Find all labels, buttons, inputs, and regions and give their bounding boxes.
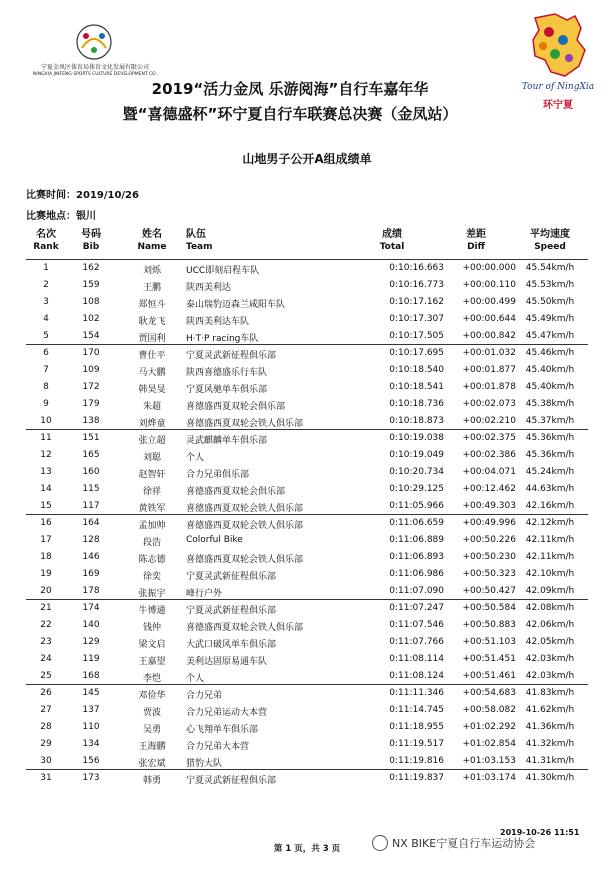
cell-rank: 9	[43, 399, 49, 409]
cell-bib: 128	[82, 535, 100, 545]
race-place-value: 银川	[76, 211, 96, 222]
cell-diff: +00:00.110	[462, 280, 516, 290]
cell-rank: 3	[43, 297, 49, 307]
cell-name: 吴勇	[142, 725, 161, 735]
cell-team: 心飞翔单车俱乐部	[186, 725, 259, 735]
table-row	[26, 617, 588, 634]
cell-name: 刘烨童	[138, 419, 166, 429]
cell-diff: +00:04.071	[462, 467, 516, 477]
cell-name: 王嘉望	[138, 657, 166, 667]
print-timestamp: 2019-10-26 11:51	[500, 828, 580, 837]
table-row	[26, 566, 588, 583]
cell-rank: 15	[40, 501, 52, 511]
tour-emblem-icon	[515, 10, 601, 82]
col-bib: 号码	[81, 229, 101, 240]
cell-team: 陕西美利达	[186, 283, 232, 293]
cell-bib: 154	[82, 331, 100, 341]
cell-rank: 11	[40, 433, 52, 443]
cell-rank: 5	[43, 331, 49, 341]
cell-name: 李恺	[142, 674, 161, 684]
cell-rank: 30	[40, 756, 52, 766]
cell-diff: +00:51.461	[462, 671, 516, 681]
watermark-text: NX BIKE宁夏自行车运动协会	[392, 837, 536, 850]
col-result: 成绩	[382, 229, 402, 240]
race-place-label: 比赛地点：	[26, 211, 76, 222]
table-row	[26, 413, 588, 430]
cell-speed: 45.24km/h	[525, 467, 575, 477]
cell-bib: 156	[82, 756, 100, 766]
cell-speed: 45.38km/h	[525, 399, 575, 409]
race-date-value: 2019/10/26	[76, 190, 139, 201]
cell-team: 合力兄弟运动大本营	[186, 708, 268, 718]
cell-result: 0:10:18.541	[389, 382, 444, 392]
cell-result: 0:10:17.505	[389, 331, 444, 341]
cell-bib: 174	[82, 603, 100, 613]
cell-speed: 42.11km/h	[525, 535, 575, 545]
table-row	[26, 736, 588, 753]
cell-result: 0:11:07.090	[389, 586, 444, 596]
cell-speed: 41.36km/h	[525, 722, 575, 732]
cell-diff: +00:58.082	[462, 705, 516, 715]
cell-bib: 110	[82, 722, 100, 732]
tour-cn-name: 环宁夏	[543, 100, 573, 111]
cell-name: 张宏斌	[138, 759, 166, 769]
cell-bib: 129	[82, 637, 100, 647]
cell-result: 0:10:16.773	[389, 280, 444, 290]
cell-speed: 41.62km/h	[525, 705, 575, 715]
cell-bib: 160	[82, 467, 100, 477]
table-row	[26, 600, 588, 617]
cell-speed: 44.63km/h	[525, 484, 575, 494]
cell-diff: +00:49.303	[462, 501, 516, 511]
cell-result: 0:11:19.837	[389, 773, 444, 783]
table-row	[26, 668, 588, 685]
cell-rank: 14	[40, 484, 52, 494]
cell-diff: +00:12.462	[462, 484, 516, 494]
cell-speed: 45.50km/h	[525, 297, 575, 307]
cell-bib: 115	[82, 484, 100, 494]
cell-speed: 45.36km/h	[525, 433, 575, 443]
cell-name: 赵智轩	[138, 470, 166, 480]
cell-speed: 42.08km/h	[525, 603, 575, 613]
cell-bib: 119	[82, 654, 100, 664]
table-row	[26, 532, 588, 549]
cell-bib: 108	[82, 297, 100, 307]
cell-bib: 138	[82, 416, 100, 426]
cell-bib: 164	[82, 518, 100, 528]
cell-diff: +01:03.153	[462, 756, 516, 766]
cell-name: 耿龙飞	[138, 317, 166, 327]
table-row	[26, 549, 588, 566]
table-row	[26, 498, 588, 515]
col-name: 姓名	[142, 229, 162, 240]
cell-rank: 29	[40, 739, 52, 749]
cell-bib: 140	[82, 620, 100, 630]
cell-rank: 10	[40, 416, 52, 426]
cell-team: 喜德盛西夏双轮会铁人俱乐部	[186, 623, 304, 633]
cell-speed: 45.47km/h	[525, 331, 575, 341]
cell-name: 梁文启	[138, 640, 166, 650]
cell-name: 钱仲	[142, 623, 161, 633]
cell-bib: 162	[82, 263, 100, 273]
cell-bib: 168	[82, 671, 100, 681]
cell-diff: +00:00.842	[462, 331, 516, 341]
cell-team: 喜德盛西夏双轮会铁人俱乐部	[186, 521, 304, 531]
cell-team: 陕西美利达车队	[186, 317, 250, 327]
cell-bib: 178	[82, 586, 100, 596]
cell-speed: 45.53km/h	[525, 280, 575, 290]
organizer-name: 宁夏金凤区体育局体育文化发展有限公司	[40, 64, 149, 71]
cell-name: 段浩	[142, 538, 161, 548]
col-speed: 平均速度	[530, 229, 570, 240]
cell-result: 0:11:06.659	[389, 518, 444, 528]
cell-diff: +00:54.683	[462, 688, 516, 698]
cell-rank: 19	[40, 569, 52, 579]
cell-team: 合力兄弟大本营	[186, 742, 250, 752]
cell-diff: +00:50.883	[462, 620, 516, 630]
cell-bib: 173	[82, 773, 100, 783]
table-row	[26, 277, 588, 294]
cell-rank: 8	[43, 382, 49, 392]
table-row	[26, 328, 588, 345]
main-title: 2019“活力金凤 乐游阅海”自行车嘉年华	[151, 80, 429, 98]
cell-result: 0:11:19.517	[389, 739, 444, 749]
cell-bib: 145	[82, 688, 100, 698]
cell-result: 0:10:18.540	[389, 365, 444, 375]
cell-speed: 45.49km/h	[525, 314, 575, 324]
cell-diff: +00:51.451	[462, 654, 516, 664]
table-row	[26, 396, 588, 413]
cell-result: 0:10:20.734	[389, 467, 444, 477]
cell-bib: 159	[82, 280, 100, 290]
cell-rank: 6	[43, 348, 49, 358]
table-row	[26, 447, 588, 464]
cell-result: 0:11:06.986	[389, 569, 444, 579]
col-rank: 名次	[36, 229, 56, 240]
cell-bib: 179	[82, 399, 100, 409]
cell-diff: +00:02.375	[462, 433, 516, 443]
cell-name: 韩昊旻	[138, 385, 166, 395]
table-row	[26, 515, 588, 532]
organizer-emblem-icon	[72, 22, 116, 62]
cell-bib: 134	[82, 739, 100, 749]
cell-bib: 102	[82, 314, 100, 324]
table-row	[26, 362, 588, 379]
cell-team: H·T·P racing车队	[186, 334, 259, 344]
cell-name: 张立超	[138, 436, 166, 446]
col-team: 队伍	[186, 229, 206, 240]
cell-rank: 22	[40, 620, 52, 630]
cell-diff: +00:50.226	[462, 535, 516, 545]
cell-bib: 146	[82, 552, 100, 562]
cell-result: 0:10:17.307	[389, 314, 444, 324]
cell-name: 郑恒斗	[138, 300, 166, 310]
cell-name: 张振宇	[138, 589, 166, 599]
cell-speed: 42.05km/h	[525, 637, 575, 647]
cell-result: 0:11:08.114	[389, 654, 444, 664]
table-row	[26, 379, 588, 396]
cell-team: Colorful Bike	[186, 535, 243, 545]
cell-speed: 45.46km/h	[525, 348, 575, 358]
cell-name: 韩勇	[142, 776, 161, 786]
cell-diff: +00:01.878	[462, 382, 516, 392]
cell-name: 王鹏	[142, 283, 161, 293]
cell-diff: +00:51.103	[462, 637, 516, 647]
cell-name: 陈志德	[138, 555, 166, 565]
cell-bib: 172	[82, 382, 100, 392]
cell-rank: 12	[40, 450, 52, 460]
cell-speed: 41.83km/h	[525, 688, 575, 698]
col-bib-en: Bib	[82, 242, 100, 252]
cell-diff: +00:02.386	[462, 450, 516, 460]
cell-result: 0:10:18.873	[389, 416, 444, 426]
cell-bib: 137	[82, 705, 100, 715]
cell-speed: 45.40km/h	[525, 382, 575, 392]
cell-diff: +00:00.499	[462, 297, 516, 307]
cell-result: 0:10:17.695	[389, 348, 444, 358]
main-title-line2: 暨“喜德盛杯”环宁夏自行车联赛总决赛（金凤站）	[122, 105, 458, 123]
cell-team: UCC即刻启程车队	[186, 266, 260, 276]
cell-rank: 26	[40, 688, 52, 698]
cell-team: 灵武麒麟单车俱乐部	[186, 436, 268, 446]
cell-name: 黄铁军	[138, 504, 166, 514]
cell-result: 0:10:19.049	[389, 450, 444, 460]
cell-rank: 28	[40, 722, 52, 732]
cell-team: 合力兄弟	[186, 691, 223, 701]
col-diff: 差距	[466, 229, 486, 240]
cell-diff: +00:50.427	[462, 586, 516, 596]
table-row	[26, 770, 588, 787]
cell-result: 0:10:18.736	[389, 399, 444, 409]
cell-diff: +00:02.073	[462, 399, 516, 409]
cell-bib: 170	[82, 348, 100, 358]
cell-diff: +00:50.323	[462, 569, 516, 579]
cell-diff: +00:01.032	[462, 348, 516, 358]
cell-rank: 17	[40, 535, 52, 545]
cell-diff: +00:50.230	[462, 552, 516, 562]
cell-speed: 42.03km/h	[525, 671, 575, 681]
cell-rank: 7	[43, 365, 49, 375]
cell-name: 马大鹏	[138, 368, 166, 378]
race-date-label: 比赛时间：	[26, 190, 76, 201]
cell-speed: 45.40km/h	[525, 365, 575, 375]
cell-diff: +00:02.210	[462, 416, 516, 426]
cell-rank: 1	[43, 263, 49, 273]
cell-diff: +00:01.877	[462, 365, 516, 375]
cell-bib: 117	[82, 501, 100, 511]
cell-speed: 42.06km/h	[525, 620, 575, 630]
cell-rank: 21	[40, 603, 52, 613]
table-row	[26, 702, 588, 719]
cell-bib: 151	[82, 433, 100, 443]
cell-team: 喜德盛西夏双轮会铁人俱乐部	[186, 504, 304, 514]
tour-script-name: Tour of NingXia	[521, 82, 595, 92]
cell-team: 喜德盛西夏双轮会铁人俱乐部	[186, 419, 304, 429]
cell-team: 泰山瑞豹迈森兰咸阳车队	[186, 300, 286, 310]
cell-name: 刘烁	[142, 266, 161, 276]
cell-diff: +01:02.854	[462, 739, 516, 749]
cell-result: 0:11:11.346	[389, 688, 444, 698]
cell-name: 孟加帅	[138, 521, 166, 531]
cell-rank: 2	[43, 280, 49, 290]
table-header	[26, 225, 588, 259]
cell-result: 0:11:07.546	[389, 620, 444, 630]
cell-diff: +00:49.996	[462, 518, 516, 528]
cell-diff: +01:02.292	[462, 722, 516, 732]
table-row	[26, 481, 588, 498]
table-row	[26, 634, 588, 651]
table-row	[26, 311, 588, 328]
cell-result: 0:11:08.124	[389, 671, 444, 681]
cell-team: 猎豹大队	[186, 759, 223, 769]
cell-result: 0:11:07.766	[389, 637, 444, 647]
table-row	[26, 719, 588, 736]
table-row	[26, 651, 588, 668]
cell-name: 刘聪	[142, 453, 161, 463]
cell-rank: 16	[40, 518, 52, 528]
cell-result: 0:11:06.893	[389, 552, 444, 562]
cell-team: 宁夏灵武新征程俱乐部	[186, 351, 277, 361]
cell-result: 0:10:16.663	[389, 263, 444, 273]
cell-team: 宁夏灵武新征程俱乐部	[186, 776, 277, 786]
cell-speed: 45.54km/h	[525, 263, 575, 273]
cell-name: 徐祥	[142, 487, 161, 497]
cell-result: 0:11:19.816	[389, 756, 444, 766]
cell-name: 贾国利	[138, 334, 166, 344]
col-name-en: Name	[137, 242, 167, 252]
cell-team: 美利达固原易通车队	[186, 657, 268, 667]
cell-rank: 20	[40, 586, 52, 596]
page-indicator: 第 1 页，共 3 页	[273, 844, 341, 854]
cell-team: 大武口破风单车俱乐部	[186, 640, 277, 650]
cell-name: 曹仕平	[138, 351, 166, 361]
cell-team: 喜德盛西夏双轮会铁人俱乐部	[186, 555, 304, 565]
table-row	[26, 583, 588, 600]
organizer-logo	[30, 22, 160, 80]
cell-diff: +00:00.644	[462, 314, 516, 324]
col-speed-en: Speed	[534, 242, 566, 252]
cell-team: 个人	[186, 674, 205, 684]
cell-speed: 41.31km/h	[525, 756, 575, 766]
cell-team: 峰行户外	[186, 589, 223, 599]
col-team-en: Team	[186, 242, 213, 252]
cell-bib: 169	[82, 569, 100, 579]
cell-diff: +00:50.584	[462, 603, 516, 613]
cell-result: 0:11:07.247	[389, 603, 444, 613]
organizer-name-en: NINGXIA JINFENG SPORTS CULTURE DEVELOPMENT CO.	[33, 72, 157, 77]
cell-team: 宁夏灵武新征程俱乐部	[186, 606, 277, 616]
cell-speed: 42.12km/h	[525, 518, 575, 528]
col-result-en: Total	[379, 242, 405, 252]
cell-speed: 45.36km/h	[525, 450, 575, 460]
cell-speed: 41.32km/h	[525, 739, 575, 749]
cell-name: 邓俭华	[138, 691, 166, 701]
cell-rank: 23	[40, 637, 52, 647]
cell-result: 0:10:29.125	[389, 484, 444, 494]
cell-result: 0:11:18.955	[389, 722, 444, 732]
cell-speed: 42.03km/h	[525, 654, 575, 664]
race-date	[26, 186, 139, 201]
cell-speed: 42.10km/h	[525, 569, 575, 579]
table-row	[26, 430, 588, 447]
race-place	[26, 207, 96, 222]
cell-speed: 42.16km/h	[525, 501, 575, 511]
results-subtitle: 山地男子公开A组成绩单	[242, 152, 372, 166]
table-row	[26, 260, 588, 277]
cell-result: 0:11:05.966	[389, 501, 444, 511]
cell-result: 0:10:19.038	[389, 433, 444, 443]
cell-rank: 13	[40, 467, 52, 477]
table-row	[26, 345, 588, 362]
col-diff-en: Diff	[467, 242, 485, 252]
cell-name: 牛博通	[138, 606, 166, 616]
cell-rank: 24	[40, 654, 52, 664]
cell-name: 徐奕	[142, 572, 161, 582]
cell-team: 陕西喜德盛乐行车队	[186, 368, 268, 378]
cell-speed: 41.30km/h	[525, 773, 575, 783]
cell-team: 宁夏灵武新征程俱乐部	[186, 572, 277, 582]
cell-speed: 42.11km/h	[525, 552, 575, 562]
cell-result: 0:11:06.889	[389, 535, 444, 545]
cell-rank: 4	[43, 314, 49, 324]
cell-diff: +01:03.174	[462, 773, 516, 783]
table-row	[26, 294, 588, 311]
cell-name: 朱超	[142, 402, 161, 412]
cell-diff: +00:00.000	[462, 263, 516, 273]
col-rank-en: Rank	[33, 242, 59, 252]
table-row	[26, 464, 588, 481]
cell-team: 喜德盛西夏双轮会俱乐部	[186, 487, 286, 497]
cell-speed: 42.09km/h	[525, 586, 575, 596]
cell-team: 个人	[186, 453, 205, 463]
cell-rank: 31	[40, 773, 52, 783]
cell-speed: 45.37km/h	[525, 416, 575, 426]
cell-name: 贾波	[142, 708, 161, 718]
cell-result: 0:10:17.162	[389, 297, 444, 307]
table-row	[26, 685, 588, 702]
cell-bib: 165	[82, 450, 100, 460]
cell-bib: 109	[82, 365, 100, 375]
cell-team: 宁夏风驰单车俱乐部	[186, 385, 268, 395]
cell-name: 王海鹏	[138, 742, 166, 752]
cell-result: 0:11:14.745	[389, 705, 444, 715]
cell-rank: 27	[40, 705, 52, 715]
cell-team: 合力兄弟俱乐部	[186, 470, 250, 480]
cell-team: 喜德盛西夏双轮会俱乐部	[186, 402, 286, 412]
table-row	[26, 753, 588, 770]
cell-rank: 18	[40, 552, 52, 562]
cell-rank: 25	[40, 671, 52, 681]
